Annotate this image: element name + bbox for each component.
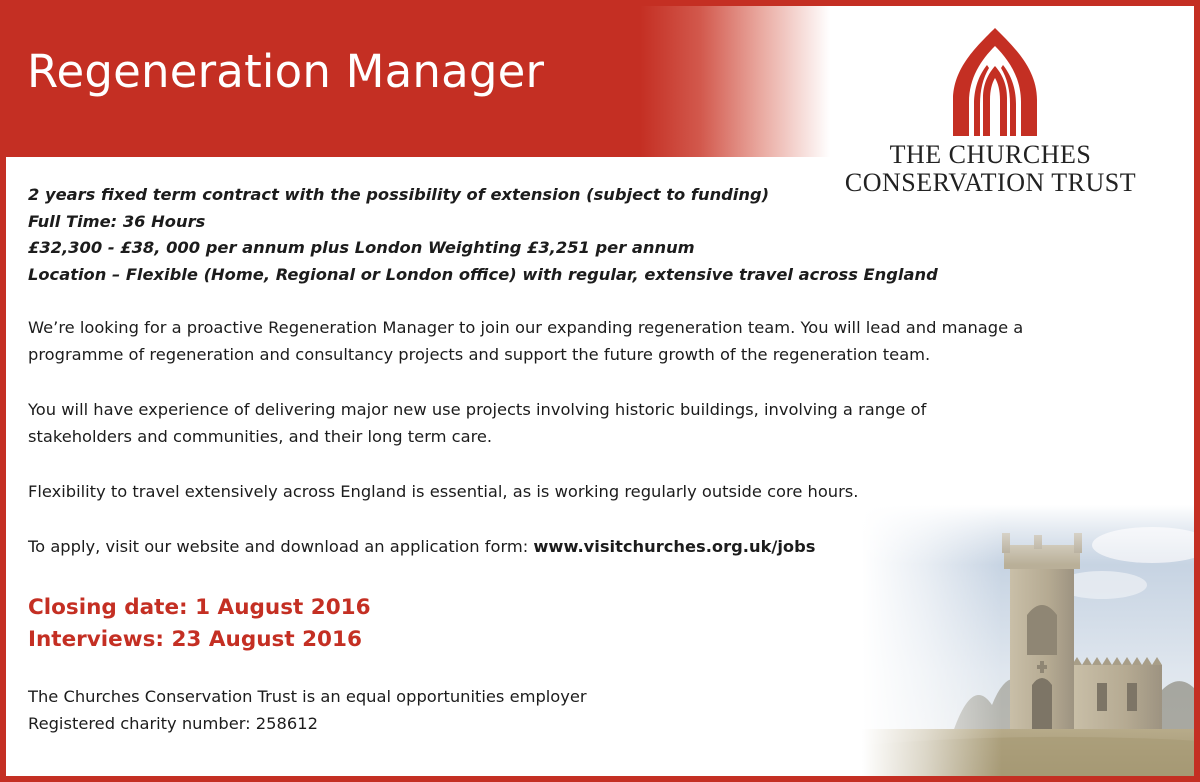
- logo-text-line-2: CONSERVATION TRUST: [844, 168, 1137, 197]
- travel-requirement: Flexibility to travel extensively across England is essential, as is working regularly outside core hours.: [28, 482, 859, 501]
- apply-instructions: [28, 534, 815, 561]
- cct-logo: [838, 28, 1158, 203]
- text-line: You will have experience of delivering major new use projects involving historic buildings, involving a range of: [28, 400, 927, 419]
- text-line: programme of regeneration and consultancy projects and support the future growth of the regeneration team.: [28, 344, 931, 364]
- apply-text: To apply, visit our website and download an application form:: [28, 537, 534, 556]
- charity-number: Registered charity number: 258612: [28, 713, 318, 733]
- footer-notes: [28, 684, 587, 737]
- photo-fade: [862, 505, 1200, 565]
- logo-text-line-1: THE CHURCHES: [889, 140, 1092, 169]
- contract-detail: 2 years fixed term contract with the possibility of extension (subject to funding): [28, 185, 770, 204]
- equal-opportunities-note: The Churches Conservation Trust is an equal opportunities employer: [28, 687, 587, 706]
- key-dates: [28, 592, 371, 656]
- experience-description: [28, 397, 926, 450]
- text-line: stakeholders and communities, and their long term care.: [28, 426, 493, 446]
- hours-detail: Full Time: 36 Hours: [28, 211, 206, 231]
- salary-detail: £32,300 - £38, 000 per annum plus London Weighting £3,251 per annum: [28, 238, 695, 257]
- interview-date: Interviews: 23 August 2016: [28, 627, 362, 652]
- closing-date: Closing date: 1 August 2016: [28, 595, 371, 620]
- apply-link[interactable]: www.visitchurches.org.uk/jobs: [533, 537, 816, 556]
- job-title: Regeneration Manager: [27, 45, 545, 98]
- text-line: We’re looking for a proactive Regeneration Manager to join our expanding regeneration team. You will lead and manage a: [28, 318, 1024, 337]
- location-detail: Location – Flexible (Home, Regional or London office) with regular, extensive travel across England: [28, 264, 938, 284]
- church-photo: [862, 505, 1200, 782]
- gothic-arch-logo-icon: [953, 28, 1037, 136]
- role-description: [28, 315, 1023, 368]
